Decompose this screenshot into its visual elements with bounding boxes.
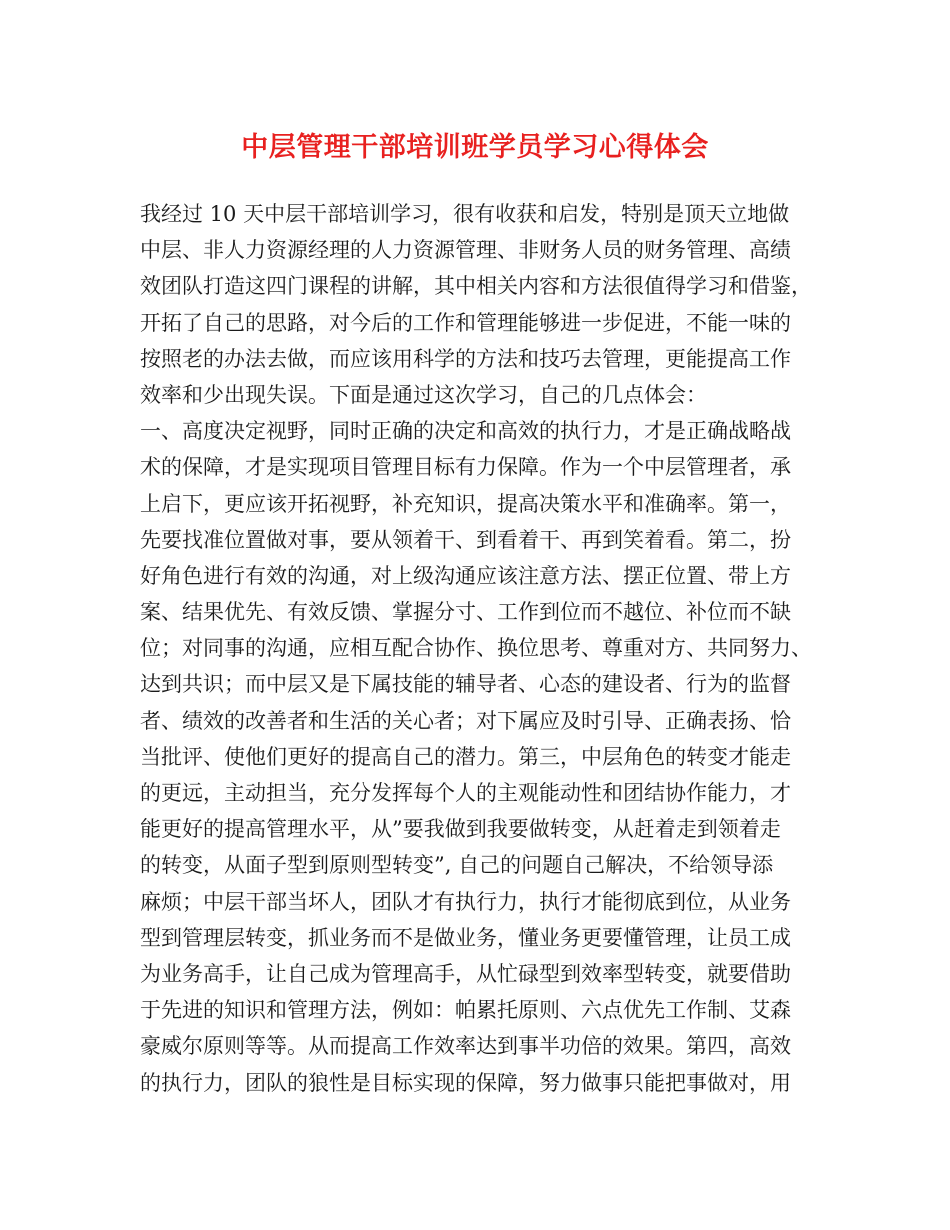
body-line: 豪威尔原则等等。从而提高工作效率达到事半功倍的效果。第四，高效 — [140, 1034, 791, 1059]
body-line: 型到管理层转变，抓业务而不是做业务，懂业务更要懂管理，让员工成 — [140, 925, 791, 950]
body-line: 按照老的办法去做，而应该用科学的方法和技巧去管理，更能提高工作 — [140, 346, 791, 371]
body-line: 的转变，从面子型到原则型转变”, 自己的问题自己解决，不给领导添 — [140, 853, 774, 878]
body-line: 麻烦；中层干部当坏人，团队才有执行力，执行才能彻底到位，从业务 — [140, 889, 791, 914]
document-body — [140, 196, 830, 1101]
body-line: 中层、非人力资源经理的人力资源管理、非财务人员的财务管理、高绩 — [140, 238, 791, 263]
body-line: 达到共识；而中层又是下属技能的辅导者、心态的建设者、行为的监督 — [140, 672, 791, 697]
body-line: 好角色进行有效的沟通，对上级沟通应该注意方法、摆正位置、带上方 — [140, 563, 791, 588]
body-line: 一、高度决定视野，同时正确的决定和高效的执行力，才是正确战略战 — [140, 419, 791, 444]
body-line: 效率和少出现失误。下面是通过这次学习，自己的几点体会： — [140, 382, 707, 407]
body-line: 案、结果优先、有效反馈、掌握分寸、工作到位而不越位、补位而不缺 — [140, 600, 791, 625]
body-line: 我经过 10 天中层干部培训学习，很有收获和启发，特别是顶天立地做 — [140, 202, 790, 226]
body-line: 者、绩效的改善者和生活的关心者；对下属应及时引导、正确表扬、恰 — [140, 708, 791, 733]
body-line: 当批评、使他们更好的提高自己的潜力。第三，中层角色的转变才能走 — [140, 744, 791, 769]
body-line: 开拓了自己的思路，对今后的工作和管理能够进一步促进，不能一味的 — [140, 310, 791, 335]
body-line: 位；对同事的沟通，应相互配合协作、换位思考、尊重对方、共同努力、 — [140, 636, 812, 661]
body-line: 能更好的提高管理水平，从”要我做到我要做转变，从赶着走到领着走 — [140, 817, 781, 842]
body-line: 效团队打造这四门课程的讲解，其中相关内容和方法很值得学习和借鉴， — [140, 274, 812, 299]
body-line: 的执行力，团队的狼性是目标实现的保障，努力做事只能把事做对，用 — [140, 1070, 791, 1095]
body-line: 上启下，更应该开拓视野，补充知识，提高决策水平和准确率。第一， — [140, 491, 791, 516]
body-line: 术的保障，才是实现项目管理目标有力保障。作为一个中层管理者，承 — [140, 455, 791, 480]
body-line: 的更远，主动担当，充分发挥每个人的主观能动性和团结协作能力，才 — [140, 781, 791, 805]
body-line: 先要找准位置做对事，要从领着干、到看着干、再到笑着看。第二，扮 — [140, 527, 791, 552]
document-title: 中层管理干部培训班学员学习心得体会 — [241, 132, 709, 163]
body-line: 为业务高手，让自己成为管理高手，从忙碌型到效率型转变，就要借助 — [140, 961, 791, 986]
body-line: 于先进的知识和管理方法，例如：帕累托原则、六点优先工作制、艾森 — [140, 998, 791, 1023]
